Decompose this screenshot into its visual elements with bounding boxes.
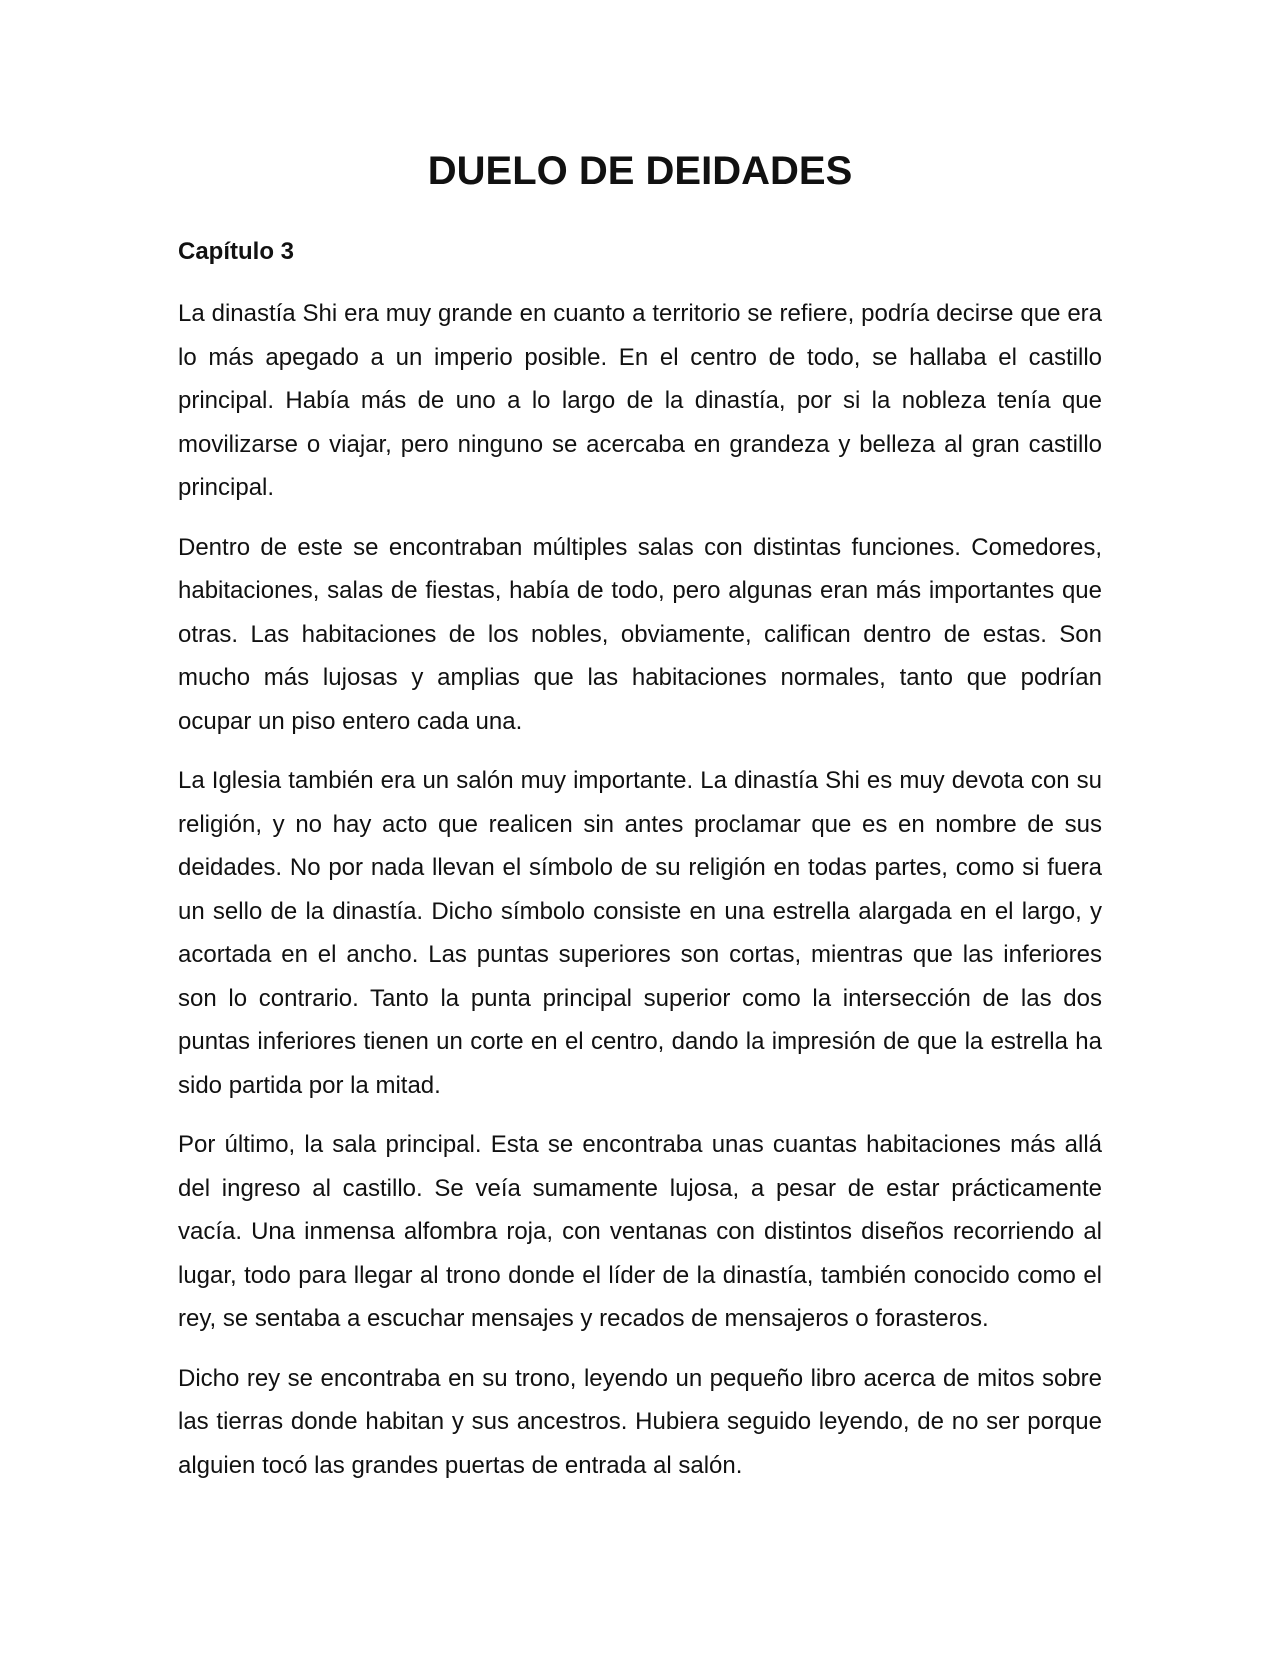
chapter-heading: Capítulo 3 <box>178 238 295 265</box>
document-body <box>178 292 1102 1503</box>
paragraph: Dentro de este se encontraban múltiples salas con distintas funciones. Comedores, habitaciones, salas de fiestas, había de todo, pero algunas eran más importantes que otras. Las habitaciones de los nobles, obviamente, califican dentro de estas. Son mucho más lujosas y amplias que las habitaciones normales, tanto que podrían ocupar un piso entero cada una. <box>178 533 1102 735</box>
document-title: DUELO DE DEIDADES <box>427 149 853 193</box>
paragraph: La Iglesia también era un salón muy importante. La dinastía Shi es muy devota con su religión, y no hay acto que realicen sin antes proclamar que es en nombre de sus deidades. No por nada llevan el símbolo de su religión en todas partes, como si fuera un sello de la dinastía. Dicho símbolo consiste en una estrella alargada en el largo, y acortada en el ancho. Las puntas superiores son cortas, mientras que las inferiores son lo contrario. Tanto la punta principal superior como la intersección de las dos puntas inferiores tienen un corte en el centro, dando la impresión de que la estrella ha sido partida por la mitad. <box>178 767 1102 1099</box>
paragraph: La dinastía Shi era muy grande en cuanto a territorio se refiere, podría decirse que era lo más apegado a un imperio posible. En el centro de todo, se hallaba el castillo principal. Había más de uno a lo largo de la dinastía, por si la nobleza tenía que movilizarse o viajar, pero ninguno se acercaba en grandeza y belleza al gran castillo principal. <box>178 300 1102 501</box>
paragraph: Dicho rey se encontraba en su trono, leyendo un pequeño libro acerca de mitos sobre las tierras donde habitan y sus ancestros. Hubiera seguido leyendo, de no ser porque alguien tocó las grandes puertas de entrada al salón. <box>178 1364 1102 1479</box>
paragraph: Por último, la sala principal. Esta se encontraba unas cuantas habitaciones más allá del ingreso al castillo. Se veía sumamente lujosa, a pesar de estar prácticamente vacía. Una inmensa alfombra roja, con ventanas con distintos diseños recorriendo al lugar, todo para llegar al trono donde el líder de la dinastía, también conocido como el rey, se sentaba a escuchar mensajes y recados de mensajeros o forasteros. <box>178 1131 1102 1332</box>
